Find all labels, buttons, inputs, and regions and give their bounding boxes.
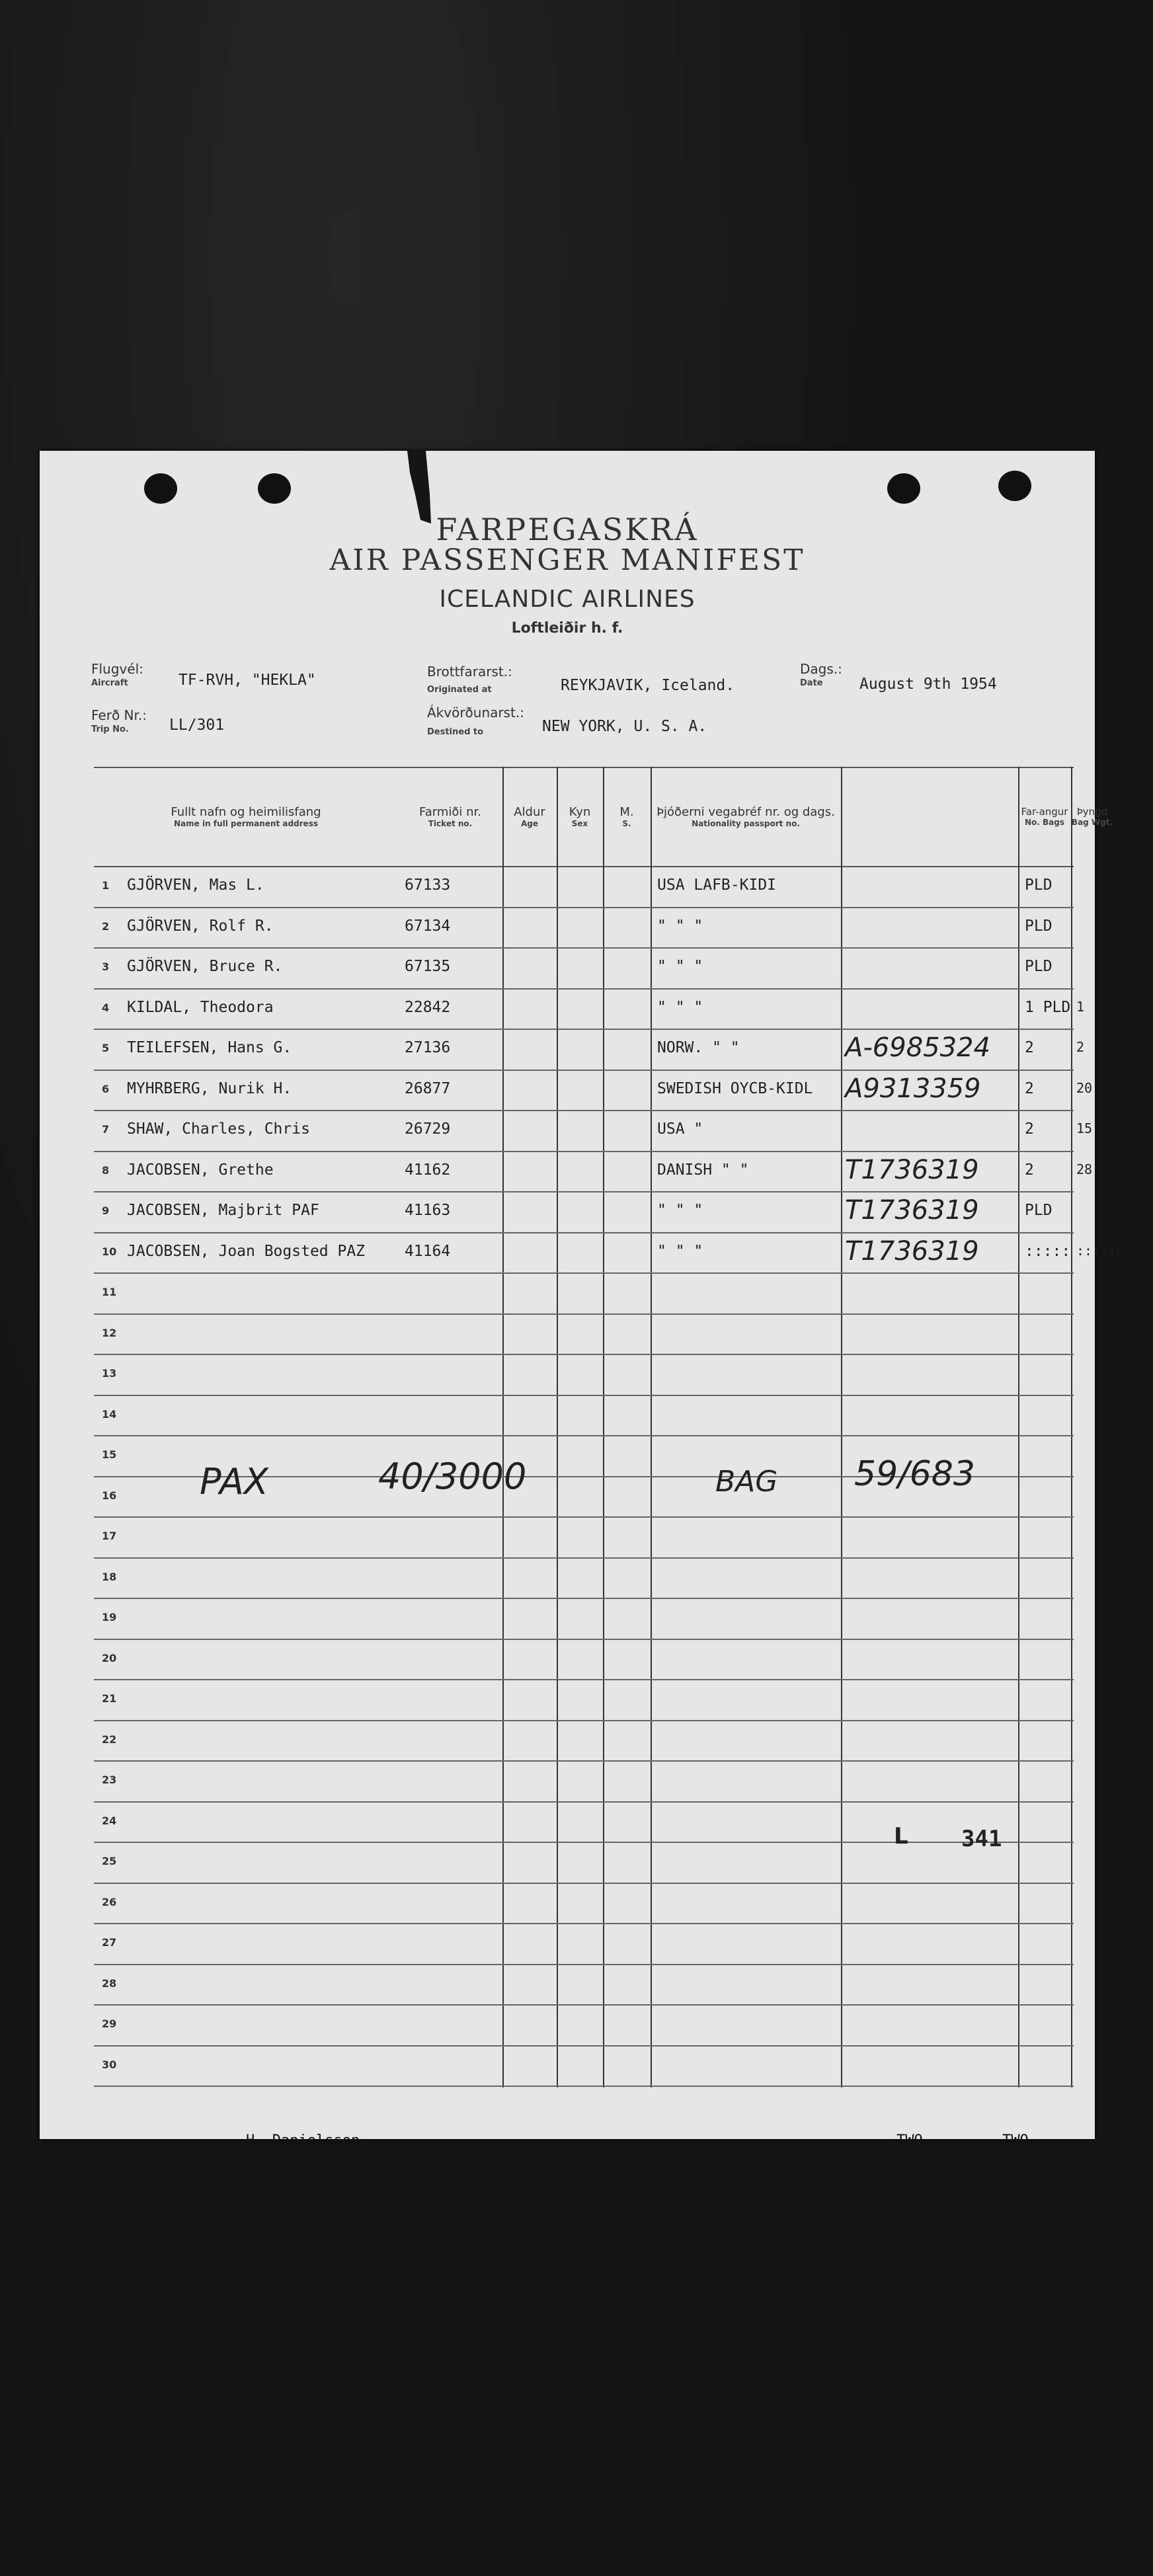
table-row — [94, 1843, 1074, 1884]
row-number: 30 — [102, 2058, 117, 2071]
table-row — [94, 1965, 1074, 2006]
aircraft-label-en: Aircraft — [91, 678, 128, 688]
row-number: 22 — [102, 1733, 117, 1746]
handwritten-pax-value: 40/3000 — [378, 1456, 527, 1497]
col-header-sex: Kyn Sex — [569, 804, 591, 828]
trip-label: Ferð Nr.: — [91, 707, 147, 723]
table-row — [94, 1559, 1074, 1600]
row25-value: 341 — [961, 1826, 1002, 1852]
handwritten-bag-value: 59/683 — [854, 1454, 975, 1494]
row-number: 19 — [102, 1611, 117, 1623]
row-number: 13 — [102, 1367, 117, 1380]
table-row — [94, 1071, 1093, 1112]
bag-weight: 28 — [1076, 1161, 1093, 1177]
row-number: 20 — [102, 1651, 117, 1664]
row-number: 12 — [102, 1326, 117, 1339]
row-number: 17 — [102, 1530, 117, 1542]
ticket-number: 27136 — [405, 1039, 451, 1056]
footer-signature: H. Danielsson — [246, 2132, 360, 2149]
table-row — [94, 1152, 1093, 1193]
bag-weight: 2 — [1076, 1039, 1085, 1055]
nationality: USA " — [657, 1120, 703, 1138]
col-header-bags: Far-angur No. Bags — [1021, 806, 1068, 827]
table-row — [94, 1518, 1074, 1559]
row-number: 29 — [102, 2017, 117, 2030]
passport-number: T1736319 — [845, 1195, 979, 1226]
row25-mark: L — [894, 1823, 908, 1850]
bag-count: ::::: — [1025, 1242, 1071, 1260]
destination-label: Ákvörðunarst.: — [427, 705, 524, 721]
title-english: AIR PASSENGER MANIFEST — [329, 543, 805, 577]
bag-count: 2 — [1025, 1039, 1034, 1056]
col-header-nationality: Þjóðerni vegabréf nr. og dags. Nationality passport no. — [656, 804, 835, 828]
table-row — [94, 1274, 1074, 1315]
date-value: August 9th 1954 — [859, 676, 997, 693]
passenger-name: JACOBSEN, Majbrit PAF — [127, 1202, 319, 1219]
ticket-number: 41162 — [405, 1161, 451, 1179]
table-row — [94, 1315, 1074, 1356]
passenger-name: KILDAL, Theodora — [127, 998, 274, 1016]
row-number: 6 — [102, 1082, 110, 1095]
bag-count: 2 — [1025, 1120, 1034, 1138]
row-number: 25 — [102, 1855, 117, 1867]
passport-number: T1736319 — [845, 1235, 979, 1267]
col-header-ticket: Farmiði nr. Ticket no. — [419, 804, 481, 828]
bag-count: 2 — [1025, 1161, 1034, 1179]
row-number: 9 — [102, 1204, 110, 1217]
passenger-name: JACOBSEN, Joan Bogsted PAZ — [127, 1242, 366, 1260]
row-number: 23 — [102, 1774, 117, 1786]
table-row — [94, 1803, 1074, 1844]
nationality: " " " — [657, 958, 703, 975]
bag-count: PLD — [1025, 917, 1053, 935]
footer-count-1: TWO — [896, 2132, 923, 2149]
date-label: Dags.: — [800, 661, 842, 677]
footer-count-2: TWO — [1002, 2132, 1029, 2149]
table-row — [94, 1192, 1074, 1233]
table-row — [94, 990, 1085, 1031]
bag-count: 2 — [1025, 1079, 1034, 1097]
row-number: 27 — [102, 1936, 117, 1949]
passport-number: A-6985324 — [845, 1033, 990, 1063]
airline-name: ICELANDIC AIRLINES — [439, 586, 696, 613]
nationality: DANISH " " — [657, 1161, 749, 1179]
row-number: 2 — [102, 919, 110, 933]
table-row — [94, 867, 1074, 908]
table-row — [94, 2047, 1074, 2088]
table-row — [94, 1884, 1074, 1925]
row-number: 15 — [102, 1448, 117, 1461]
row-number: 14 — [102, 1407, 117, 1421]
table-row — [94, 2006, 1074, 2047]
passenger-name: GJÖRVEN, Mas L. — [127, 877, 264, 894]
row-number: 5 — [102, 1042, 110, 1054]
table-row — [94, 1721, 1074, 1762]
bag-count: PLD — [1025, 1202, 1053, 1219]
table-row — [94, 1233, 1117, 1274]
table-row — [94, 1680, 1074, 1721]
ticket-number: 67133 — [405, 877, 451, 894]
bag-count: PLD — [1025, 958, 1053, 975]
ticket-number: 22842 — [405, 998, 451, 1016]
trip-value: LL/301 — [169, 717, 225, 734]
table-row — [94, 1640, 1074, 1681]
punch-hole — [887, 473, 920, 504]
nationality: " " " — [657, 917, 703, 935]
handwritten-bag-label: BAG — [715, 1465, 778, 1499]
passport-number: A9313359 — [845, 1073, 981, 1104]
row-number: 10 — [102, 1245, 117, 1258]
table-row — [94, 908, 1074, 949]
ticket-number: 41164 — [405, 1242, 451, 1260]
row-number: 4 — [102, 1001, 110, 1014]
passenger-name: SHAW, Charles, Chris — [127, 1120, 310, 1138]
origin-label: Brottfararst.: — [427, 664, 512, 680]
aircraft-label: Flugvél: — [91, 661, 143, 677]
ticket-number: 26729 — [405, 1120, 451, 1138]
row-number: 1 — [102, 879, 110, 892]
nationality: USA LAFB-KIDI — [657, 877, 777, 894]
row-number: 24 — [102, 1814, 117, 1827]
passenger-table — [94, 767, 1117, 2088]
trip-label-en: Trip No. — [91, 724, 129, 734]
ticket-number: 26877 — [405, 1079, 451, 1097]
nationality: " " " — [657, 1242, 703, 1260]
table-row — [94, 1355, 1074, 1396]
passenger-name: TEILEFSEN, Hans G. — [127, 1039, 292, 1056]
row-number: 28 — [102, 1976, 117, 1990]
row-number: 16 — [102, 1489, 117, 1502]
col-header-name: Fullt nafn og heimilisfang Name in full permanent address — [171, 804, 321, 828]
bag-weight: 1 — [1076, 998, 1085, 1015]
row-number: 7 — [102, 1123, 110, 1136]
punch-hole — [258, 473, 291, 504]
aircraft-value: TF-RVH, "HEKLA" — [179, 672, 316, 689]
punch-hole — [998, 471, 1031, 501]
table-row — [94, 1111, 1093, 1152]
title-icelandic: FARPEGASKRÁ — [436, 512, 699, 547]
passenger-name: JACOBSEN, Grethe — [127, 1161, 274, 1179]
passport-number: T1736319 — [845, 1154, 979, 1185]
row-number: 18 — [102, 1570, 117, 1583]
ticket-number: 67134 — [405, 917, 451, 935]
passenger-name: GJÖRVEN, Bruce R. — [127, 958, 283, 975]
row-number: 11 — [102, 1286, 117, 1298]
row-rule — [94, 2086, 1074, 2087]
col-header-age: Aldur Age — [514, 804, 545, 828]
origin-value: REYKJAVIK, Iceland. — [561, 677, 735, 694]
row-number: 8 — [102, 1163, 110, 1177]
table-row — [94, 1762, 1074, 1803]
table-row — [94, 1599, 1074, 1640]
table-row — [94, 1030, 1085, 1071]
destination-label-en: Destined to — [427, 727, 484, 737]
punch-hole — [144, 473, 177, 504]
destination-value: NEW YORK, U. S. A. — [542, 718, 707, 735]
bag-weight: 15 — [1076, 1120, 1093, 1136]
passenger-name: MYHRBERG, Nurik H. — [127, 1079, 292, 1097]
ticket-number: 41163 — [405, 1202, 451, 1219]
nationality: SWEDISH OYCB-KIDL — [657, 1079, 813, 1097]
nationality: NORW. " " — [657, 1039, 740, 1056]
passenger-name: GJÖRVEN, Rolf R. — [127, 917, 274, 935]
bag-count: PLD — [1025, 877, 1053, 894]
airline-subname: Loftleiðir h. f. — [511, 620, 623, 637]
handwritten-pax-label: PAX — [200, 1461, 268, 1503]
nationality: " " " — [657, 1202, 703, 1219]
table-row — [94, 949, 1074, 990]
bag-weight: ::::: — [1076, 1242, 1117, 1259]
row-number: 21 — [102, 1692, 117, 1705]
manifest-sheet — [40, 451, 1117, 2149]
row-number: 26 — [102, 1895, 117, 1908]
bag-weight: 20 — [1076, 1079, 1093, 1096]
row-number: 3 — [102, 960, 110, 973]
date-label-en: Date — [800, 678, 823, 688]
table-row — [94, 1924, 1074, 1965]
col-header-weight: Þyngd Bag Wgt. — [1071, 806, 1113, 827]
table-row — [94, 1396, 1074, 1437]
nationality: " " " — [657, 998, 703, 1016]
col-header-ms: M. S. — [619, 804, 634, 828]
bag-count: 1 PLD — [1025, 998, 1071, 1016]
origin-label-en: Originated at — [427, 685, 492, 695]
ticket-number: 67135 — [405, 958, 451, 975]
